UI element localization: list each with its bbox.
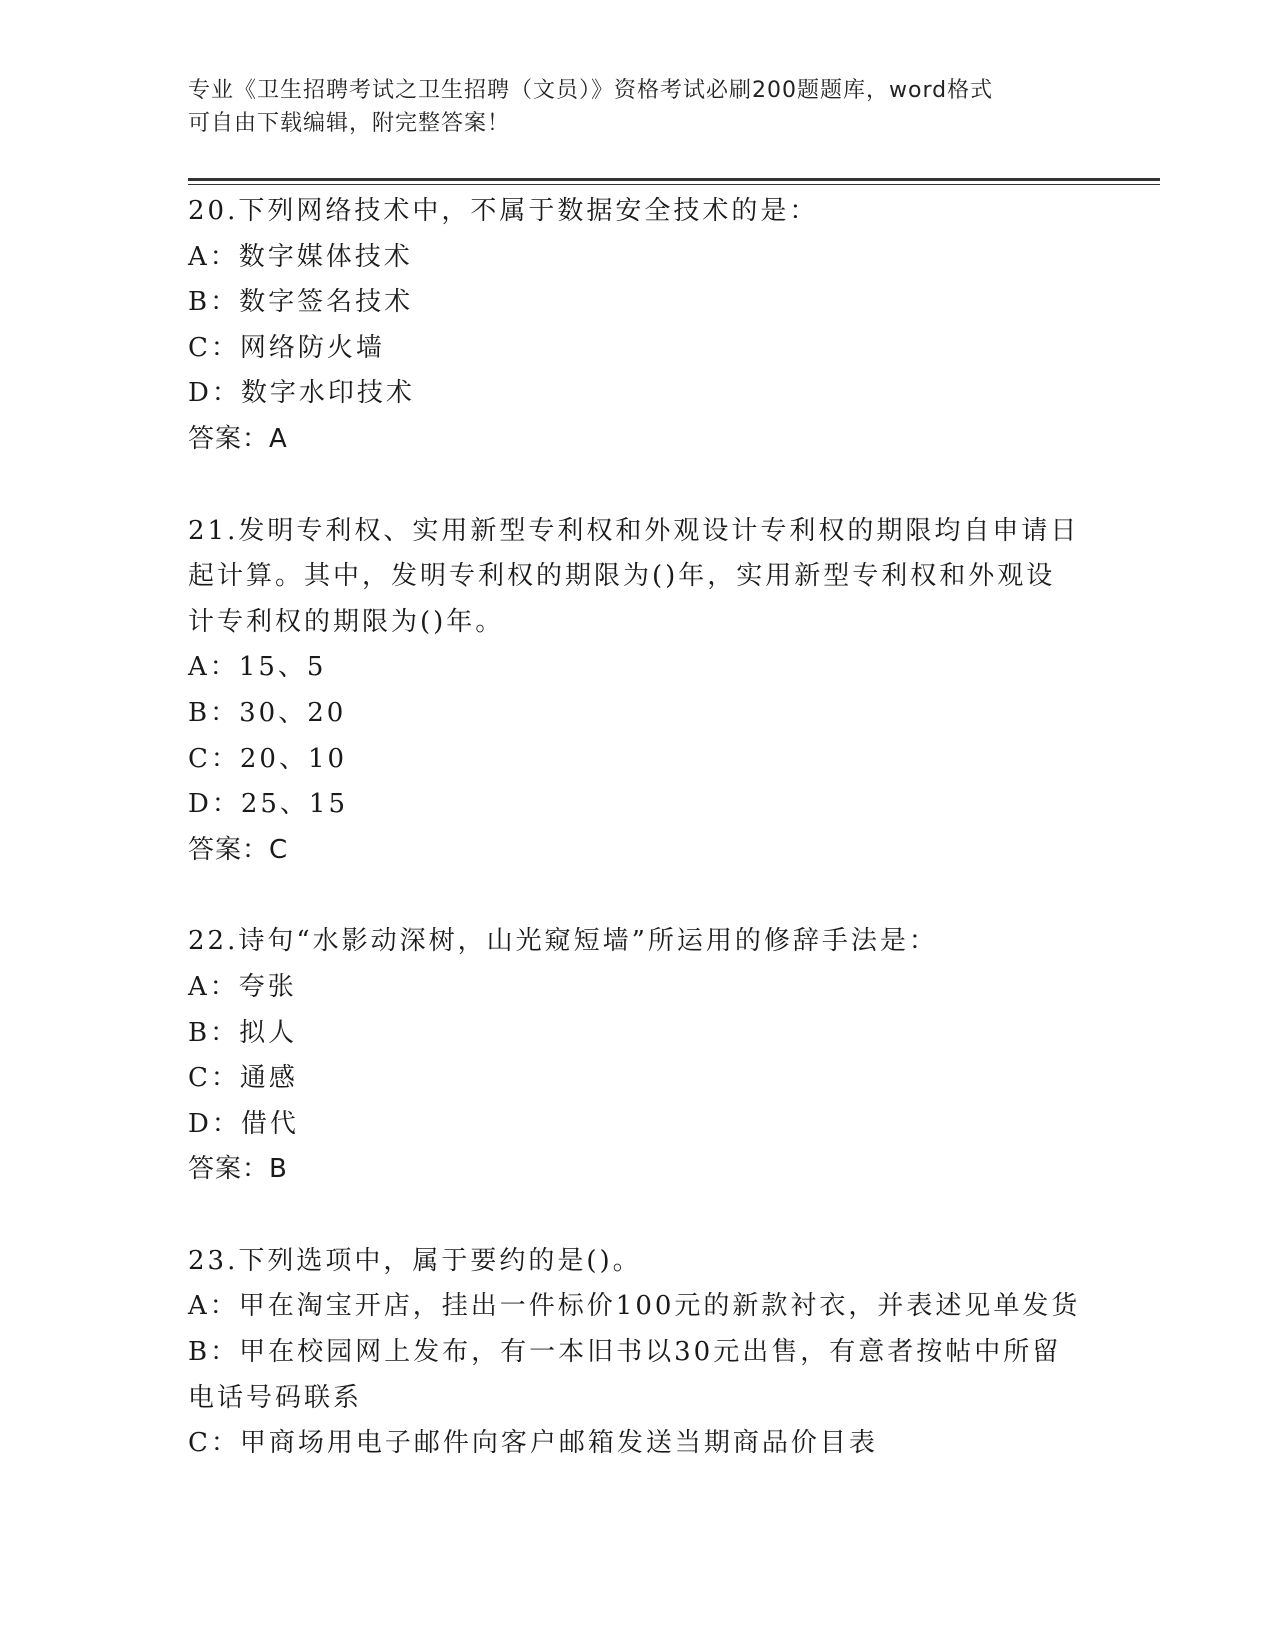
question-stem: 21.发明专利权、实用新型专利权和外观设计专利权的期限均自申请日 (188, 515, 1080, 546)
header-divider-thin (188, 184, 1160, 185)
option-b: B：数字签名技术 (188, 287, 414, 318)
option-b: B：甲在校园网上发布，有一本旧书以30元出售，有意者按帖中所留 (188, 1337, 1062, 1368)
option-c: C：网络防火墙 (188, 332, 385, 363)
option-a: A：甲在淘宝开店，挂出一件标价100元的新款衬衣，并表述见单发货 (188, 1291, 1081, 1322)
answer-line: 答案：C (188, 834, 289, 865)
option-b-continued: 电话号码联系 (188, 1382, 363, 1413)
header-line-2: 可自由下载编辑，附完整答案！ (188, 111, 511, 136)
option-d: D：25、15 (188, 789, 349, 820)
option-a: A：夸张 (188, 971, 297, 1002)
option-c: C：甲商场用电子邮件向客户邮箱发送当期商品价目表 (188, 1428, 878, 1459)
option-c: C：通感 (188, 1063, 298, 1094)
option-a: A：15、5 (188, 652, 327, 683)
document-header (188, 74, 1088, 140)
option-b: B：30、20 (188, 697, 347, 728)
question-22 (188, 919, 1088, 1193)
answer-line: 答案：B (188, 1154, 288, 1185)
question-stem: 起计算。其中，发明专利权的期限为()年，实用新型专利权和外观设 (188, 561, 1056, 592)
option-d: D：借代 (188, 1108, 299, 1139)
question-stem: 20.下列网络技术中，不属于数据安全技术的是： (188, 196, 819, 226)
header-divider-thick (188, 178, 1160, 181)
question-stem: 22.诗句“水影动深树，山光窥短墙”所运用的修辞手法是： (188, 926, 938, 957)
option-a: A：数字媒体技术 (188, 241, 413, 272)
question-21 (188, 509, 1088, 874)
option-d: D：数字水印技术 (188, 378, 415, 409)
question-stem: 计专利权的期限为()年。 (188, 606, 505, 637)
question-23 (188, 1239, 1088, 1467)
question-list (188, 189, 1088, 1467)
question-20 (188, 189, 1088, 463)
answer-line: 答案：A (188, 423, 288, 454)
option-b: B：拟人 (188, 1017, 298, 1048)
question-stem: 23.下列选项中，属于要约的是()。 (188, 1245, 642, 1276)
option-c: C：20、10 (188, 743, 348, 774)
header-line-1: 专业《卫生招聘考试之卫生招聘（文员）》资格考试必刷200题题库，word格式 (188, 78, 994, 103)
